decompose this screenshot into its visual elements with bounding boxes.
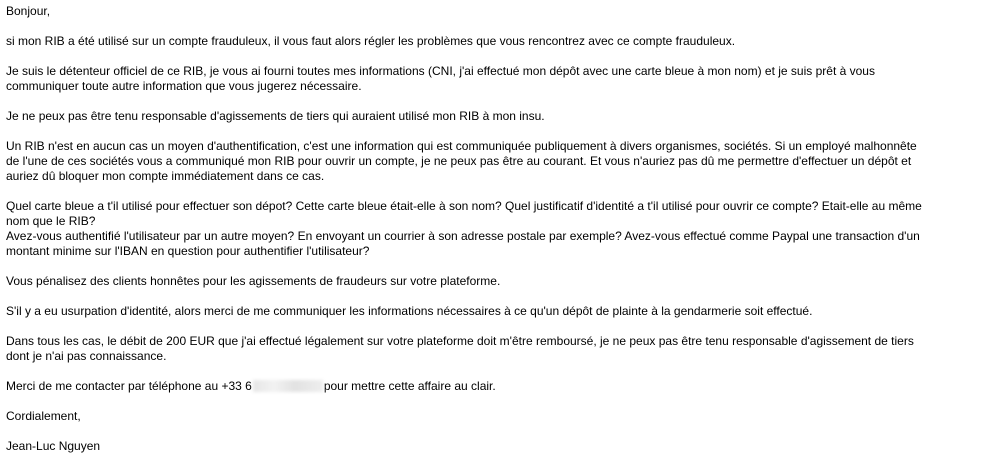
paragraph-4 — [6, 139, 986, 184]
paragraph-4-line: de l'une de ces sociétés vous a communiqué mon RIB pour ouvrir un compte, je ne peux pas être au courant. Et vous n'auriez pas dû me permettre d'effectuer un dépôt et — [6, 154, 912, 168]
paragraph-4-line: Un RIB n'est en aucun cas un moyen d'authentification, c'est une information qui est communiquée publiquement à divers organismes, sociétés. Si un employé malhonnête — [6, 139, 917, 153]
paragraph-4-line: auriez dû bloquer mon compte immédiatement dans ce cas. — [6, 169, 325, 183]
greeting-text: Bonjour, — [6, 4, 51, 18]
paragraph-2 — [6, 64, 986, 94]
paragraph-5 — [6, 199, 986, 259]
closing — [6, 409, 986, 424]
paragraph-8-line: Dans tous les cas, le débit de 200 EUR que j'ai effectué légalement sur votre plateforme doit m'être remboursé, je ne peux pas être tenu responsable d'agissement de tiers — [6, 334, 914, 348]
paragraph-5-line: Quel carte bleue a t'il utilisé pour effectuer son dépot? Cette carte bleue était-elle à son nom? Quel justificatif d'identité a t'il utilisé pour ouvrir ce compte? Etait-elle au même — [6, 199, 922, 213]
paragraph-8 — [6, 334, 986, 364]
paragraph-5-line: nom que le RIB? — [6, 214, 96, 228]
redacted-phone-number — [253, 380, 323, 392]
paragraph-2-line: Je suis le détenteur officiel de ce RIB, je vous ai fourni toutes mes informations (CNI, j'ai effectué mon dépôt avec une carte bleue à mon nom) et je suis prêt à vous — [6, 64, 875, 78]
closing-text: Cordialement, — [6, 409, 81, 423]
paragraph-7-line: S'il y a eu usurpation d'identité, alors merci de me communiquer les informations nécessaires à ce qu'un dépôt de plainte à la gendarmerie soit effectué. — [6, 304, 813, 318]
paragraph-1-line: si mon RIB a été utilisé sur un compte frauduleux, il vous faut alors régler les problèmes que vous rencontrez avec ce compte frauduleux. — [6, 34, 736, 48]
signature — [6, 439, 986, 454]
contact-text-before: Merci de me contacter par téléphone au +33 6 — [6, 379, 252, 393]
paragraph-6-line: Vous pénalisez des clients honnêtes pour les agissements de fraudeurs sur votre plateforme. — [6, 274, 501, 288]
signature-text: Jean-Luc Nguyen — [6, 439, 101, 453]
paragraph-6 — [6, 274, 986, 289]
paragraph-7 — [6, 304, 986, 319]
paragraph-5-line: montant minime sur l'IBAN en question pour authentifier l'utilisateur? — [6, 244, 370, 258]
greeting — [6, 4, 986, 19]
paragraph-2-line: communiquer toute autre information que vous jugerez nécessaire. — [6, 79, 362, 93]
paragraph-8-line: dont je n'ai pas connaissance. — [6, 349, 167, 363]
contact-paragraph — [6, 379, 986, 394]
paragraph-3 — [6, 109, 986, 124]
paragraph-1 — [6, 34, 986, 49]
paragraph-5-line: Avez-vous authentifié l'utilisateur par un autre moyen? En envoyant un courrier à son adresse postale par exemple? Avez-vous effectué comme Paypal une transaction d'un — [6, 229, 920, 243]
contact-text-after: pour mettre cette affaire au clair. — [323, 379, 496, 393]
paragraph-3-line: Je ne peux pas être tenu responsable d'agissements de tiers qui auraient utilisé mon RIB à mon insu. — [6, 109, 545, 123]
